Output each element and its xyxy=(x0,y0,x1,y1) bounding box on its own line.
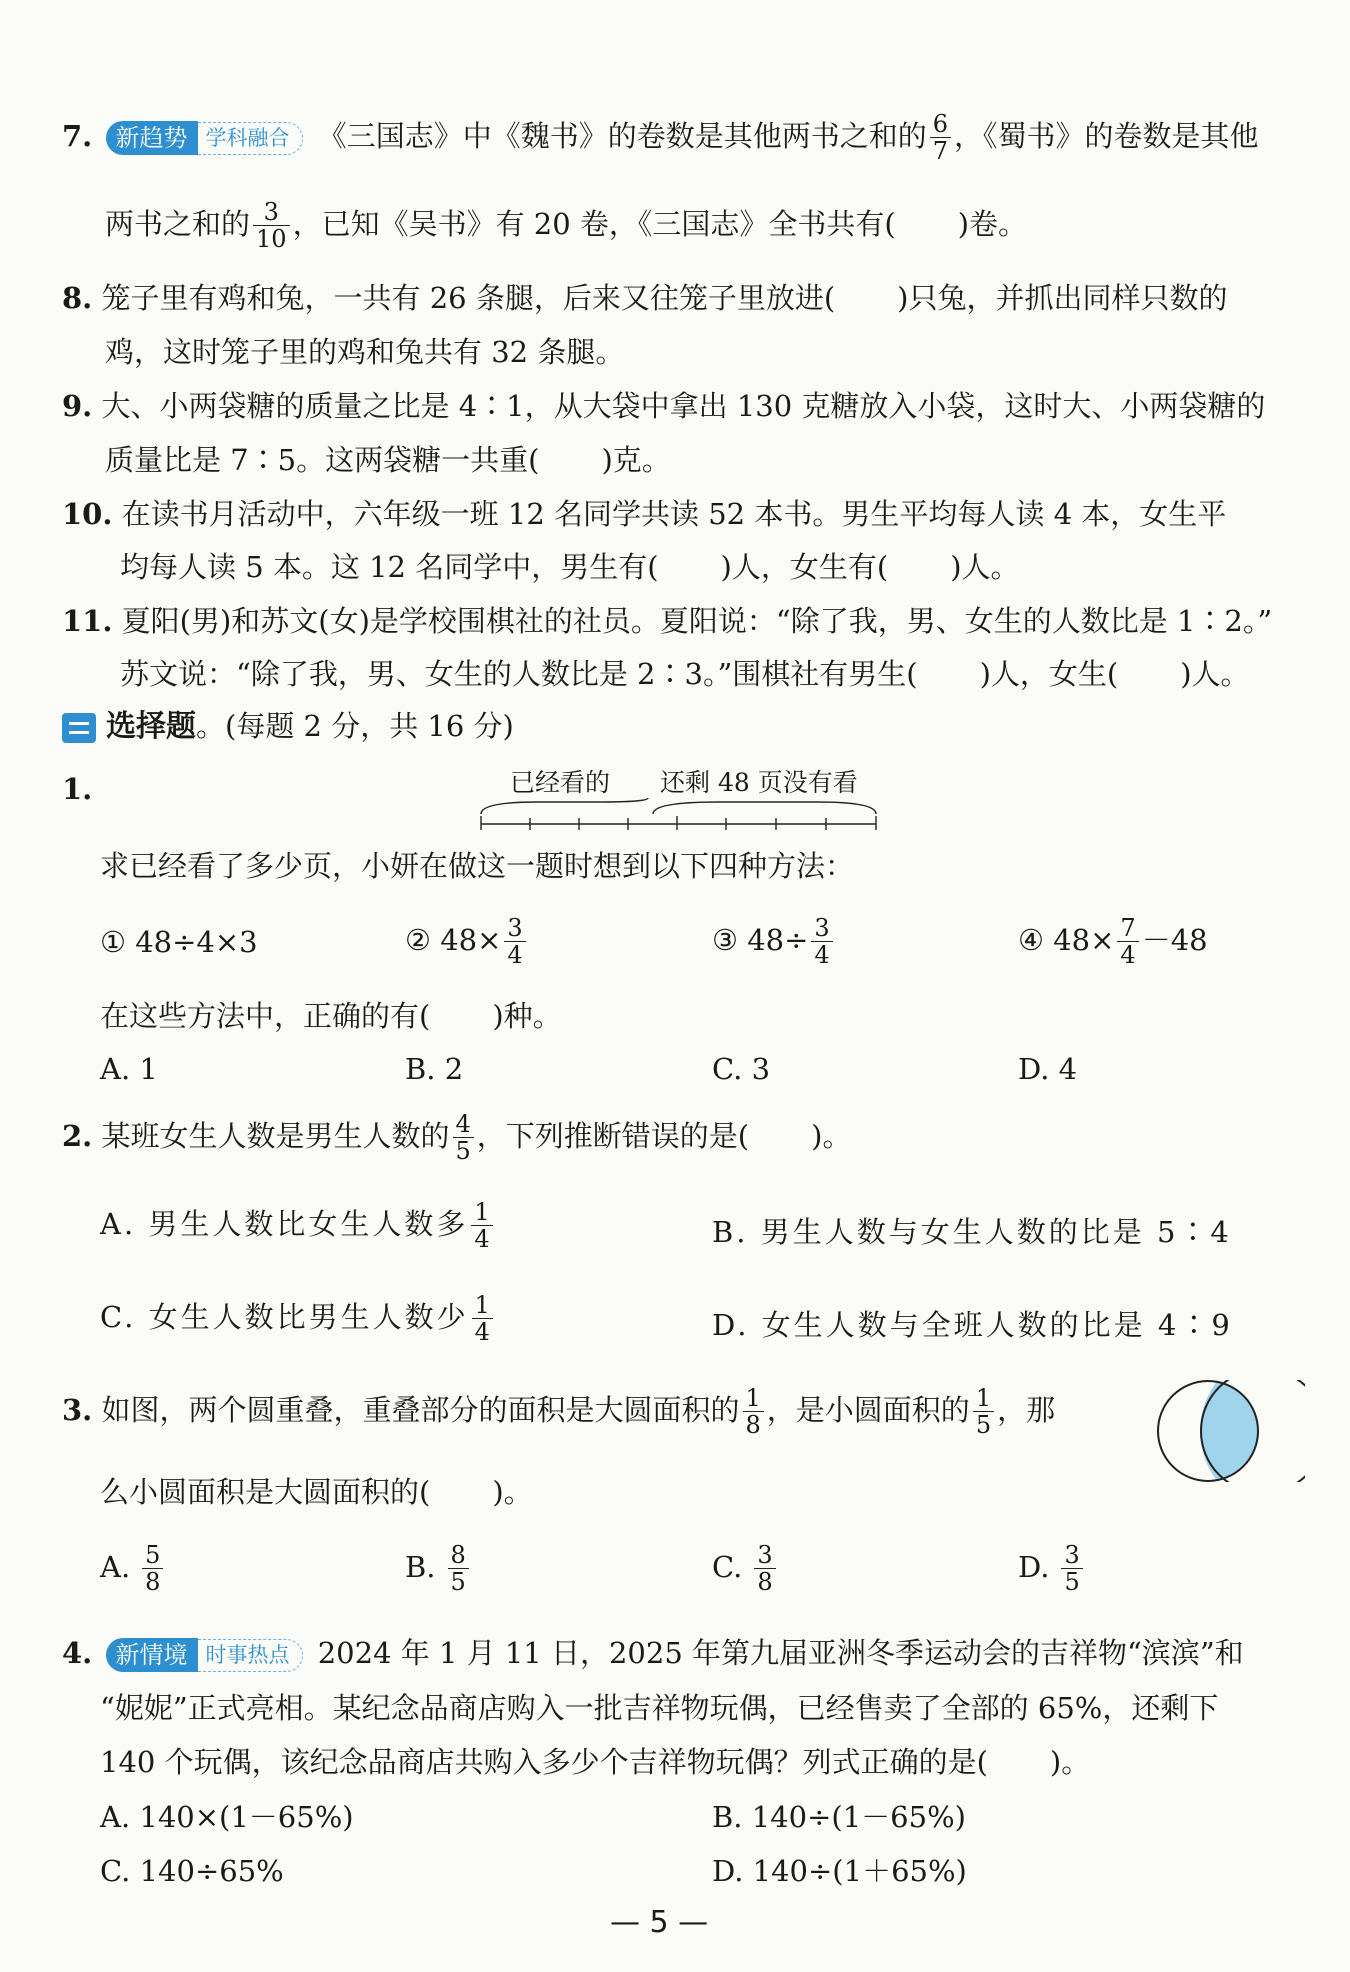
choice-4-line-3: 140 个玩偶，该纪念品商店共购入多少个吉祥物玩偶？列式正确的是( )。 xyxy=(100,1745,1091,1779)
question-number: 11. xyxy=(62,604,113,638)
option-b[interactable]: B. 男生人数与女生人数的比是 5∶4 xyxy=(712,1215,1232,1249)
question-8-line-1: 8. 笼子里有鸡和兔，一共有 26 条腿，后来又往笼子里放进( )只兔，并抓出同样只数的 xyxy=(62,281,1228,315)
question-number: 7. xyxy=(62,119,93,154)
brace-left xyxy=(481,798,648,814)
overlap-region xyxy=(1200,1380,1305,1482)
option-c[interactable]: C. 3 xyxy=(712,1052,771,1086)
question-11-line-1: 11. 夏阳(男)和苏文(女)是学校围棋社的社员。夏阳说：“除了我，男、女生的人数比是 1∶2。” xyxy=(62,604,1273,638)
choice-2-line-1: 2. 某班女生人数是男生人数的 $\frac{4}{5}$ ，下列推断错误的是( )。 xyxy=(62,1110,852,1166)
option-d[interactable]: D. $\frac{3}{5}$ xyxy=(1018,1543,1086,1595)
tag-new-trend: 新趋势 学科融合 xyxy=(106,121,303,155)
option-d[interactable]: D. 4 xyxy=(1018,1052,1078,1086)
section-heading: 选择题。(每题 2 分，共 16 分) xyxy=(62,712,514,743)
option-a[interactable]: A. 1 xyxy=(100,1052,158,1086)
question-7-line-2: 两书之和的 $\frac{3}{10}$ ，已知《吴书》有 20 卷，《三国志》全书共有( )卷。 xyxy=(105,198,1028,254)
method-4: ④ 48× $\frac{7}{4}$ －48 xyxy=(1018,914,1208,970)
question-number: 10. xyxy=(62,497,113,531)
question-8-line-2: 鸡，这时笼子里的鸡和兔共有 32 条腿。 xyxy=(105,335,625,369)
method-3: ③ 48÷ $\frac{3}{4}$ xyxy=(712,916,836,968)
question-number: 4. xyxy=(62,1636,93,1670)
fraction: $\frac{6}{7}$ xyxy=(930,112,951,164)
option-d[interactable]: D. 140÷(1＋65%) xyxy=(712,1854,967,1888)
choice-4-line-1: 4. 新情境 时事热点 2024 年 1 月 11 日，2025 年第九届亚洲冬季运动会的吉祥物“滨滨”和 xyxy=(62,1636,1244,1670)
line-segment-diagram xyxy=(478,798,883,832)
option-c[interactable]: C. 女生人数比男生人数少 $\frac{1}{4}$ xyxy=(100,1293,496,1345)
option-a[interactable]: A. $\frac{5}{8}$ xyxy=(100,1543,166,1595)
option-c[interactable]: C. $\frac{3}{8}$ xyxy=(712,1543,779,1595)
option-d[interactable]: D. 女生人数与全班人数的比是 4∶9 xyxy=(712,1308,1233,1342)
diagram-label-read: 已经看的 xyxy=(510,768,611,797)
question-number: 9. xyxy=(62,389,93,423)
segment-ticks xyxy=(481,816,876,830)
option-a[interactable]: A. 140×(1－65%) xyxy=(100,1800,354,1834)
question-number: 8. xyxy=(62,281,93,315)
fraction: $\frac{3}{10}$ xyxy=(253,200,290,252)
choice-3-line-1: 3. 如图，两个圆重叠，重叠部分的面积是大圆面积的 $\frac{1}{8}$ ，是小圆面积的 $\frac{1}{5}$ ，那 xyxy=(62,1384,1056,1440)
method-1: ① 48÷4×3 xyxy=(100,925,258,959)
diagram-label-remaining: 还剩 48 页没有看 xyxy=(660,768,858,797)
option-c[interactable]: C. 140÷65% xyxy=(100,1854,284,1888)
method-2: ② 48× $\frac{3}{4}$ xyxy=(405,916,529,968)
page-number: — 5 — xyxy=(610,1905,709,1940)
overlapping-circles-figure xyxy=(1140,1380,1305,1482)
choice-3-line-2: 么小圆面积是大圆面积的( )。 xyxy=(100,1475,533,1509)
question-7-line-1: 7. 新趋势 学科融合 《三国志》中《魏书》的卷数是其他两书之和的 $\frac{6}{7}$ ，《蜀书》的卷数是其他 xyxy=(62,110,1259,166)
question-10-line-1: 10. 在读书月活动中，六年级一班 12 名同学共读 52 本书。男生平均每人读 4 本，女生平 xyxy=(62,497,1227,531)
option-a[interactable]: A. 男生人数比女生人数多 $\frac{1}{4}$ xyxy=(100,1200,496,1252)
question-10-line-2: 均每人读 5 本。这 12 名同学中，男生有( )人，女生有( )人。 xyxy=(120,550,1020,584)
choice-1-number: 1. xyxy=(62,772,93,806)
option-b[interactable]: B. 2 xyxy=(405,1052,464,1086)
question-number: 3. xyxy=(62,1393,93,1428)
question-number: 2. xyxy=(62,1119,93,1154)
brace-right xyxy=(653,802,876,814)
question-9-line-2: 质量比是 7∶5。这两袋糖一共重( )克。 xyxy=(105,443,671,477)
section-two-icon xyxy=(62,713,96,743)
option-b[interactable]: B. 140÷(1－65%) xyxy=(712,1800,966,1834)
question-11-line-2: 苏文说：“除了我，男、女生的人数比是 2∶3。”围棋社有男生( )人，女生( )人。 xyxy=(120,657,1250,691)
choice-1-prompt: 求已经看了多少页，小妍在做这一题时想到以下四种方法： xyxy=(100,849,855,883)
choice-4-line-2: “妮妮”正式亮相。某纪念品商店购入一批吉祥物玩偶，已经售卖了全部的 65%，还剩下 xyxy=(100,1691,1219,1725)
option-b[interactable]: B. $\frac{8}{5}$ xyxy=(405,1543,472,1595)
choice-1-question: 在这些方法中，正确的有( )种。 xyxy=(100,999,562,1033)
tag-new-context: 新情境 时事热点 xyxy=(106,1638,303,1672)
question-9-line-1: 9. 大、小两袋糖的质量之比是 4∶1，从大袋中拿出 130 克糖放入小袋，这时大、小两袋糖的 xyxy=(62,389,1266,423)
